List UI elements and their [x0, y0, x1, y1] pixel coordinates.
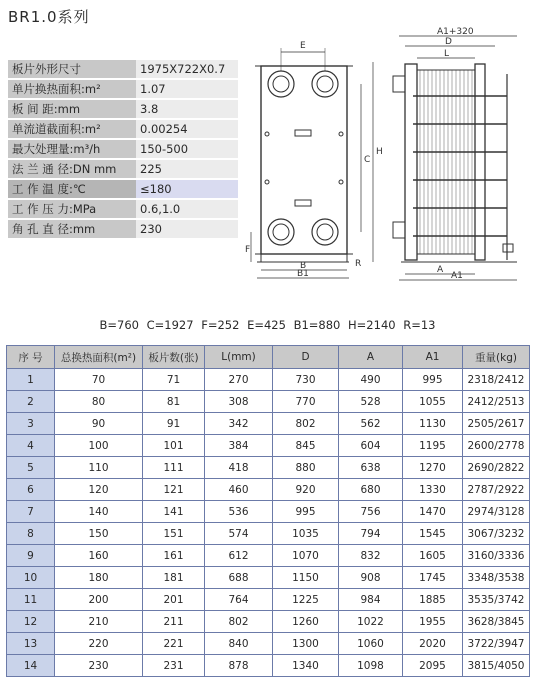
table-row	[7, 501, 530, 523]
spec-row	[8, 159, 238, 179]
table-cell: 995	[273, 501, 339, 523]
table-cell: 802	[205, 611, 273, 633]
table-cell: 1130	[403, 413, 463, 435]
spec-value: 1.07	[136, 79, 238, 99]
table-cell: 1605	[403, 545, 463, 567]
column-header: D	[273, 346, 339, 369]
table-cell: 802	[273, 413, 339, 435]
table-cell: 2095	[403, 655, 463, 677]
table-cell: 2505/2617	[463, 413, 530, 435]
label-r: R	[355, 259, 362, 269]
table-cell: 384	[205, 435, 273, 457]
row-index: 6	[7, 479, 55, 501]
column-header: L(mm)	[205, 346, 273, 369]
label-b1: B1	[297, 269, 309, 279]
row-index: 5	[7, 457, 55, 479]
table-cell: 880	[273, 457, 339, 479]
label-d: D	[445, 37, 452, 47]
spec-label: 单流道截面积:m²	[8, 119, 136, 139]
label-f: F	[245, 245, 251, 255]
label-h: H	[376, 147, 383, 157]
column-header: 总换热面积(m²)	[55, 346, 143, 369]
row-index: 3	[7, 413, 55, 435]
table-cell: 3722/3947	[463, 633, 530, 655]
spec-row	[8, 219, 238, 239]
table-cell: 151	[143, 523, 205, 545]
table-cell: 840	[205, 633, 273, 655]
table-cell: 2600/2778	[463, 435, 530, 457]
table-row	[7, 611, 530, 633]
row-index: 9	[7, 545, 55, 567]
table-cell: 70	[55, 369, 143, 391]
table-cell: 160	[55, 545, 143, 567]
table-cell: 770	[273, 391, 339, 413]
table-cell: 688	[205, 567, 273, 589]
table-cell: 908	[339, 567, 403, 589]
table-cell: 221	[143, 633, 205, 655]
table-cell: 3067/3232	[463, 523, 530, 545]
spec-value: 3.8	[136, 99, 238, 119]
table-cell: 845	[273, 435, 339, 457]
table-cell: 638	[339, 457, 403, 479]
table-cell: 680	[339, 479, 403, 501]
spec-row	[8, 79, 238, 99]
table-cell: 3160/3336	[463, 545, 530, 567]
table-cell: 230	[55, 655, 143, 677]
table-cell: 231	[143, 655, 205, 677]
side-view	[393, 36, 517, 280]
spec-label: 角 孔 直 径:mm	[8, 219, 136, 239]
table-cell: 460	[205, 479, 273, 501]
table-cell: 220	[55, 633, 143, 655]
label-c: C	[364, 155, 371, 165]
table-cell: 111	[143, 457, 205, 479]
table-cell: 2690/2822	[463, 457, 530, 479]
table-row	[7, 413, 530, 435]
table-cell: 1270	[403, 457, 463, 479]
table-cell: 3628/3845	[463, 611, 530, 633]
table-cell: 1022	[339, 611, 403, 633]
row-index: 4	[7, 435, 55, 457]
table-cell: 612	[205, 545, 273, 567]
label-a1: A1	[451, 271, 463, 281]
table-cell: 832	[339, 545, 403, 567]
label-e: E	[300, 41, 306, 51]
table-cell: 1055	[403, 391, 463, 413]
model-table	[6, 345, 530, 677]
table-row	[7, 435, 530, 457]
table-cell: 100	[55, 435, 143, 457]
spec-row	[8, 199, 238, 219]
row-index: 13	[7, 633, 55, 655]
table-cell: 101	[143, 435, 205, 457]
dimension-params: B=760 C=1927 F=252 E=425 B1=880 H=2140 R=13	[99, 318, 436, 332]
table-cell: 270	[205, 369, 273, 391]
table-cell: 764	[205, 589, 273, 611]
table-cell: 120	[55, 479, 143, 501]
table-cell: 81	[143, 391, 205, 413]
table-cell: 80	[55, 391, 143, 413]
table-cell: 1955	[403, 611, 463, 633]
spec-value: 225	[136, 159, 238, 179]
row-index: 2	[7, 391, 55, 413]
spec-row	[8, 119, 238, 139]
spec-label: 单片换热面积:m²	[8, 79, 136, 99]
table-row	[7, 369, 530, 391]
table-cell: 1340	[273, 655, 339, 677]
table-cell: 1885	[403, 589, 463, 611]
table-cell: 920	[273, 479, 339, 501]
column-header: A	[339, 346, 403, 369]
table-row	[7, 655, 530, 677]
table-cell: 1330	[403, 479, 463, 501]
table-cell: 574	[205, 523, 273, 545]
table-cell: 71	[143, 369, 205, 391]
table-row	[7, 391, 530, 413]
table-cell: 2020	[403, 633, 463, 655]
table-cell: 141	[143, 501, 205, 523]
table-cell: 2412/2513	[463, 391, 530, 413]
heat-exchanger-drawing	[245, 22, 530, 284]
table-cell: 1098	[339, 655, 403, 677]
table-cell: 756	[339, 501, 403, 523]
table-cell: 201	[143, 589, 205, 611]
table-cell: 2787/2922	[463, 479, 530, 501]
table-cell: 1195	[403, 435, 463, 457]
spec-label: 工 作 温 度:℃	[8, 179, 136, 199]
page-title: BR1.0系列	[8, 8, 90, 26]
table-cell: 90	[55, 413, 143, 435]
table-cell: 1300	[273, 633, 339, 655]
table-cell: 418	[205, 457, 273, 479]
table-row	[7, 479, 530, 501]
column-header: 序 号	[7, 346, 55, 369]
table-row	[7, 545, 530, 567]
spec-value: 1975X722X0.7	[136, 60, 238, 79]
table-cell: 1035	[273, 523, 339, 545]
table-cell: 730	[273, 369, 339, 391]
spec-value: 150-500	[136, 139, 238, 159]
table-cell: 308	[205, 391, 273, 413]
table-cell: 200	[55, 589, 143, 611]
table-cell: 1260	[273, 611, 339, 633]
table-cell: 3535/3742	[463, 589, 530, 611]
table-header-row	[7, 346, 530, 369]
table-cell: 2318/2412	[463, 369, 530, 391]
row-index: 8	[7, 523, 55, 545]
spec-label: 板 间 距:mm	[8, 99, 136, 119]
row-index: 11	[7, 589, 55, 611]
table-cell: 181	[143, 567, 205, 589]
label-b: B	[300, 261, 307, 271]
table-row	[7, 523, 530, 545]
table-cell: 984	[339, 589, 403, 611]
label-a: A	[437, 265, 444, 275]
spec-row	[8, 60, 238, 79]
column-header: 板片数(张)	[143, 346, 205, 369]
table-cell: 2974/3128	[463, 501, 530, 523]
table-cell: 121	[143, 479, 205, 501]
label-a1-320: A1+320	[437, 27, 474, 37]
row-index: 12	[7, 611, 55, 633]
table-cell: 562	[339, 413, 403, 435]
table-cell: 3815/4050	[463, 655, 530, 677]
table-cell: 878	[205, 655, 273, 677]
table-cell: 1545	[403, 523, 463, 545]
table-cell: 794	[339, 523, 403, 545]
row-index: 7	[7, 501, 55, 523]
spec-value: ≤180	[136, 179, 238, 199]
table-cell: 210	[55, 611, 143, 633]
table-row	[7, 457, 530, 479]
table-cell: 161	[143, 545, 205, 567]
spec-label: 工 作 压 力:MPa	[8, 199, 136, 219]
spec-value: 0.00254	[136, 119, 238, 139]
table-cell: 3348/3538	[463, 567, 530, 589]
spec-table	[8, 60, 238, 240]
table-cell: 490	[339, 369, 403, 391]
table-cell: 536	[205, 501, 273, 523]
table-cell: 1070	[273, 545, 339, 567]
table-row	[7, 589, 530, 611]
spec-label: 板片外形尺寸	[8, 60, 136, 79]
row-index: 14	[7, 655, 55, 677]
table-cell: 91	[143, 413, 205, 435]
column-header: 重量(kg)	[463, 346, 530, 369]
table-cell: 140	[55, 501, 143, 523]
table-row	[7, 633, 530, 655]
label-l: L	[444, 49, 450, 59]
table-cell: 995	[403, 369, 463, 391]
table-cell: 1470	[403, 501, 463, 523]
table-cell: 1150	[273, 567, 339, 589]
table-cell: 150	[55, 523, 143, 545]
row-index: 10	[7, 567, 55, 589]
table-cell: 1745	[403, 567, 463, 589]
spec-value: 230	[136, 219, 238, 239]
column-header: A1	[403, 346, 463, 369]
table-cell: 342	[205, 413, 273, 435]
table-cell: 180	[55, 567, 143, 589]
front-view	[251, 48, 373, 278]
row-index: 1	[7, 369, 55, 391]
spec-label: 最大处理量:m³/h	[8, 139, 136, 159]
table-cell: 110	[55, 457, 143, 479]
table-cell: 1225	[273, 589, 339, 611]
table-cell: 1060	[339, 633, 403, 655]
spec-row	[8, 99, 238, 119]
spec-row	[8, 179, 238, 199]
table-cell: 528	[339, 391, 403, 413]
table-cell: 211	[143, 611, 205, 633]
spec-value: 0.6,1.0	[136, 199, 238, 219]
spec-row	[8, 139, 238, 159]
table-cell: 604	[339, 435, 403, 457]
table-row	[7, 567, 530, 589]
spec-label: 法 兰 通 径:DN mm	[8, 159, 136, 179]
